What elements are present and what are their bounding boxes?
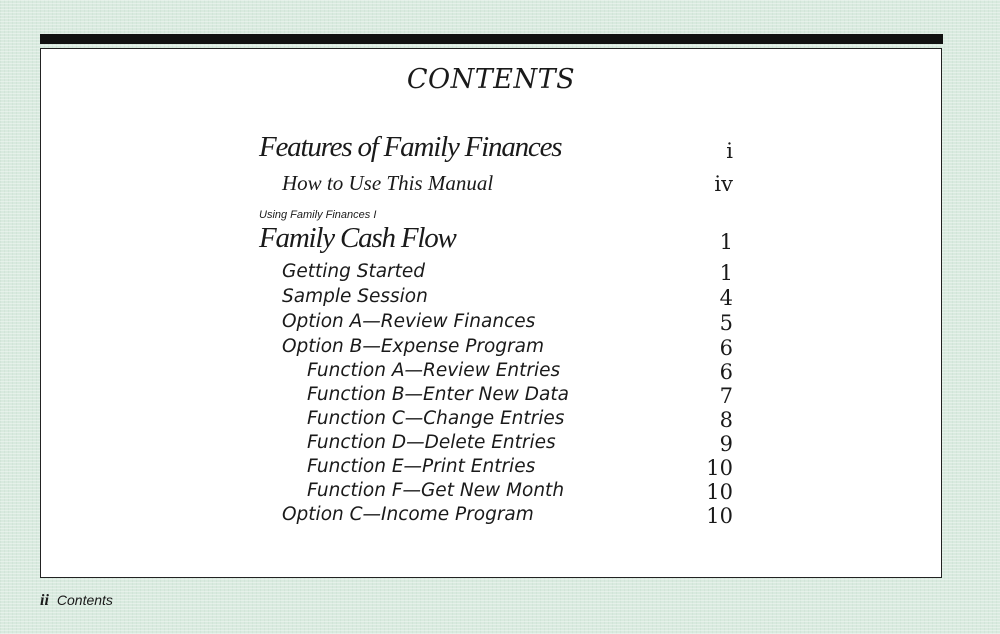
toc-entry-label: Function B—Enter New Data [307,384,569,405]
toc-entry-page: 4 [719,286,733,310]
toc-part-label: Using Family Finances I [259,209,377,221]
toc-entry-label: Getting Started [282,261,426,282]
toc-entry-page: 8 [719,408,733,432]
toc-entry-page: 10 [706,456,733,480]
toc-entry-page: 10 [706,504,733,528]
toc-entry-page: i [726,139,733,163]
toc-entry-label: Option C—Income Program [282,504,534,525]
toc-entry-label: Function A—Review Entries [307,360,561,381]
toc-entry-page: iv [714,172,733,196]
toc-entry-page: 1 [719,261,733,285]
page-title: CONTENTS [406,64,576,95]
toc-entry-page: 9 [719,432,733,456]
toc-entry-label: Function E—Print Entries [307,456,536,477]
toc-entry-page: 1 [719,230,733,254]
top-rule [40,34,943,44]
toc-entry-label: Function D—Delete Entries [307,432,556,453]
toc-entry-label: Option A—Review Finances [282,311,536,332]
toc-entry-label: Function F—Get New Month [307,480,565,501]
footer-page-number: ii [40,592,49,609]
toc-entry-page: 5 [719,311,733,335]
toc-entry-label: Family Cash Flow [259,222,456,254]
footer-section: Contents [56,592,113,608]
toc-entry-page: 6 [719,360,733,384]
toc-entry-page: 10 [706,480,733,504]
toc-entry-page: 6 [719,336,733,360]
toc-entry-label: Option B—Expense Program [282,336,544,357]
toc-entry-label: Function C—Change Entries [307,408,565,429]
toc-entry-label: Sample Session [282,286,428,307]
toc-entry-label: How to Use This Manual [282,171,494,195]
toc-entry-page: 7 [719,384,733,408]
toc-entry-label: Features of Family Finances [259,131,562,163]
page-footer [40,592,113,610]
contents-panel [40,48,942,578]
